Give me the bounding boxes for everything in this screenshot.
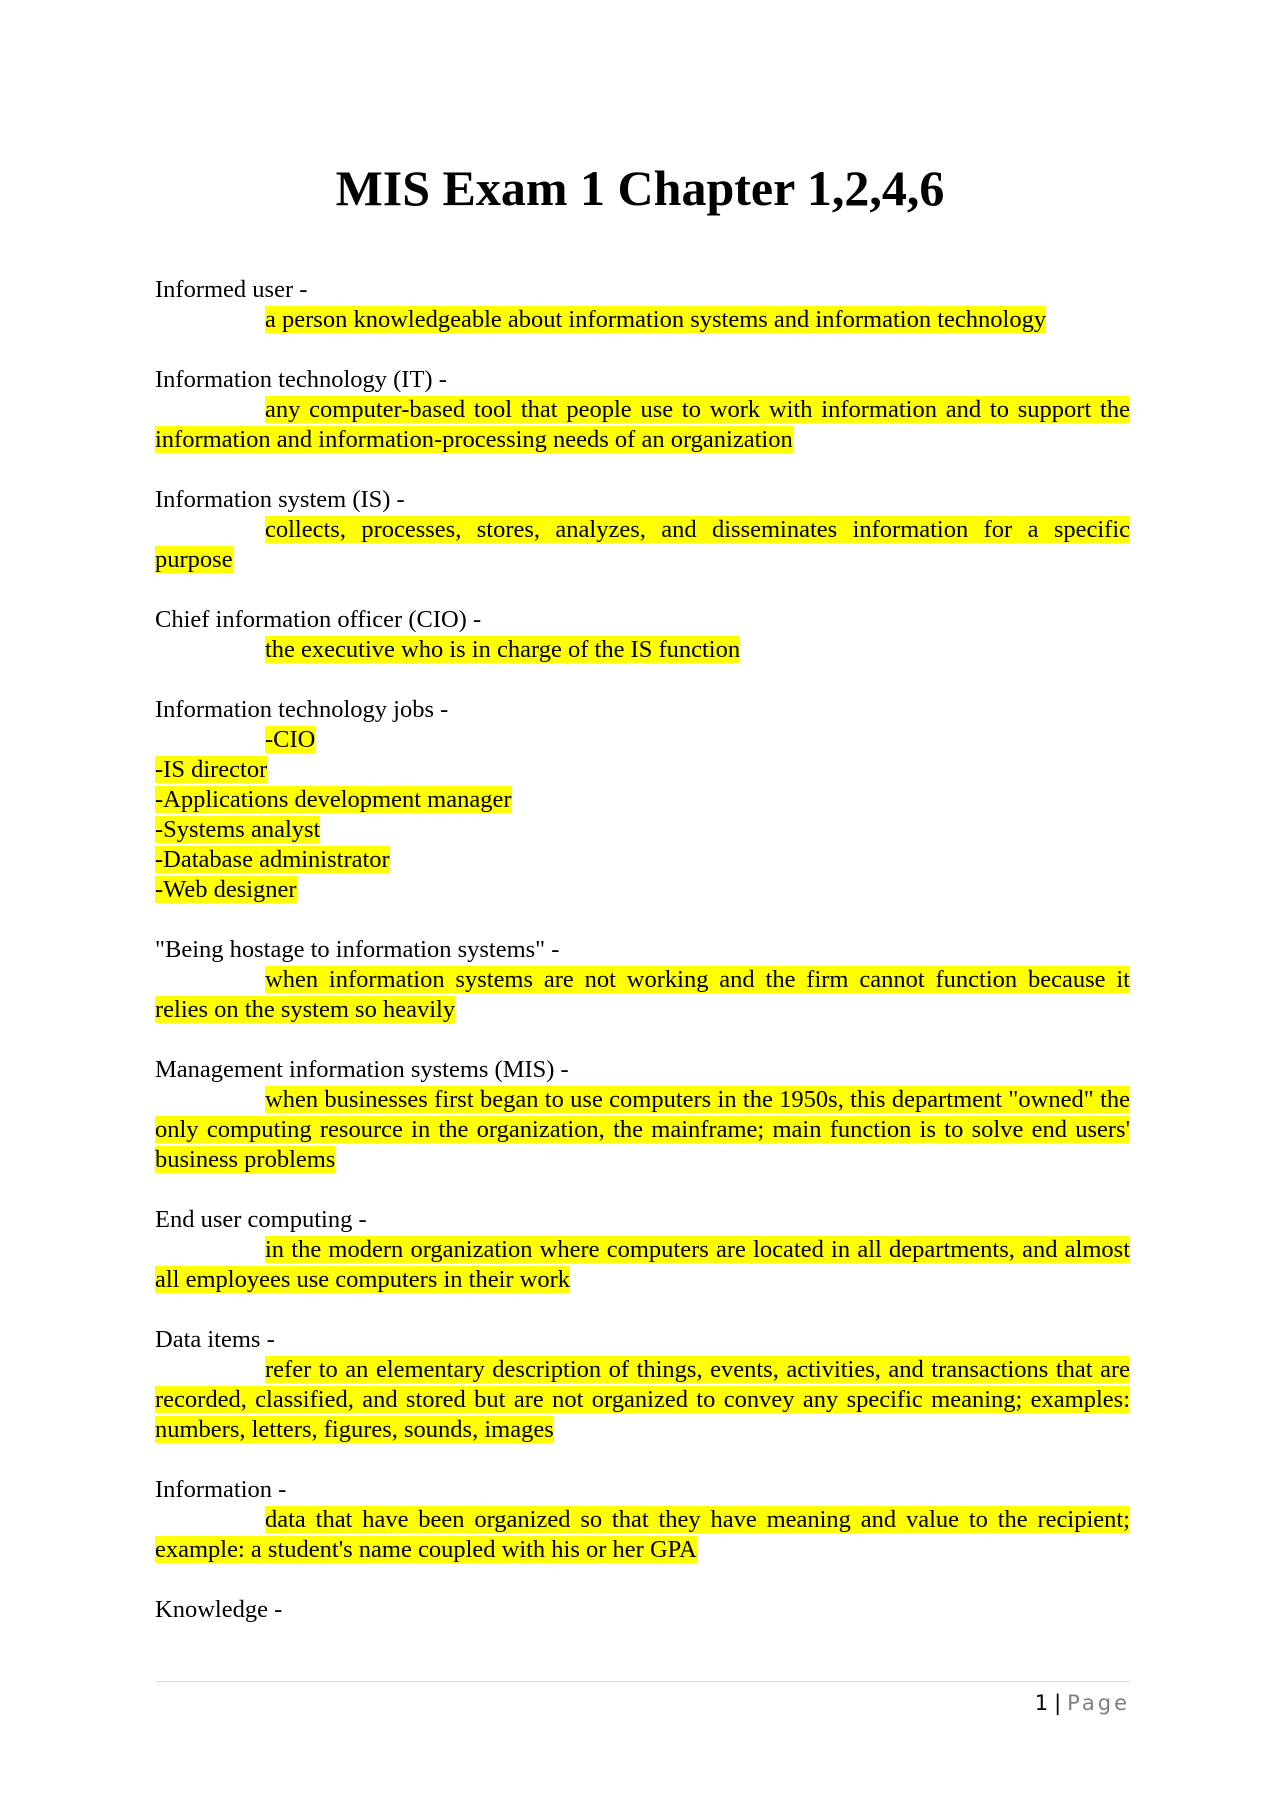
entry-term: Information system (IS) -	[155, 486, 405, 513]
entry-term: "Being hostage to information systems" -	[155, 936, 560, 963]
footer-divider	[155, 1681, 1130, 1682]
highlighted-text: when businesses first began to use computers in the 1950s, this department "owned" the only computing resource in the organization, the mainframe; main function is to solve end users' business problems	[155, 1086, 1130, 1173]
glossary-entry	[155, 605, 1130, 665]
entry-definition	[155, 1355, 1130, 1445]
list-item: -Database administrator	[155, 846, 390, 873]
list-item: -CIO	[265, 726, 316, 753]
page-number: 1	[1034, 1691, 1049, 1715]
highlighted-text: refer to an elementary description of things, events, activities, and transactions that are recorded, classified, and stored but are not organized to convey any specific meaning; examples: numbers, letters, figures, sounds, images	[155, 1356, 1130, 1443]
entry-term: Informed user -	[155, 276, 308, 303]
highlighted-text: the executive who is in charge of the IS function	[265, 636, 741, 663]
entry-definition	[155, 965, 1130, 1025]
highlighted-text: data that have been organized so that they have meaning and value to the recipient; example: a student's name coupled with his or her GPA	[155, 1506, 1130, 1563]
highlighted-text: when information systems are not working and the firm cannot function because it relies on the system so heavily	[155, 966, 1130, 1023]
glossary-entry	[155, 1055, 1130, 1175]
list-item: -Applications development manager	[155, 786, 512, 813]
highlighted-text: collects, processes, stores, analyzes, and disseminates information for a specific purpose	[155, 516, 1130, 573]
page-label: Page	[1067, 1691, 1130, 1715]
entry-term: Information -	[155, 1476, 287, 1503]
entry-term: Information technology jobs -	[155, 696, 449, 723]
entry-definition	[155, 1085, 1130, 1175]
glossary-entry	[155, 935, 1130, 1025]
glossary-entry	[155, 275, 1130, 335]
entry-definition	[155, 515, 1130, 575]
entry-definition	[155, 305, 1130, 335]
highlighted-text: any computer-based tool that people use to work with information and to support the information and information-processing needs of an organization	[155, 396, 1130, 453]
entry-definition	[155, 395, 1130, 455]
highlighted-text: a person knowledgeable about information systems and information technology	[265, 306, 1047, 333]
glossary-entry	[155, 365, 1130, 455]
entry-definition	[155, 1505, 1130, 1565]
footer-separator: |	[1054, 1691, 1062, 1715]
glossary-entry	[155, 1325, 1130, 1445]
entry-term: End user computing -	[155, 1206, 367, 1233]
jobs-list	[155, 725, 1130, 905]
glossary-entry	[155, 1595, 1130, 1625]
entry-term: Knowledge -	[155, 1596, 283, 1623]
entry-term: Chief information officer (CIO) -	[155, 606, 482, 633]
glossary-entry	[155, 695, 1130, 905]
highlighted-text: in the modern organization where computers are located in all departments, and almost all employees use computers in their work	[155, 1236, 1130, 1293]
entry-term: Information technology (IT) -	[155, 366, 447, 393]
glossary-entry	[155, 485, 1130, 575]
entry-term: Management information systems (MIS) -	[155, 1056, 569, 1083]
entry-definition	[155, 635, 1130, 665]
glossary-entry	[155, 1475, 1130, 1565]
entry-definition	[155, 1235, 1130, 1295]
page-footer	[1035, 1688, 1130, 1718]
list-item: -IS director	[155, 756, 268, 783]
list-item: -Systems analyst	[155, 816, 321, 843]
glossary-entry	[155, 1205, 1130, 1295]
entry-term: Data items -	[155, 1326, 275, 1353]
page-title: MIS Exam 1 Chapter 1,2,4,6	[335, 160, 945, 216]
list-item: -Web designer	[155, 876, 297, 903]
glossary-content	[155, 275, 1130, 1655]
